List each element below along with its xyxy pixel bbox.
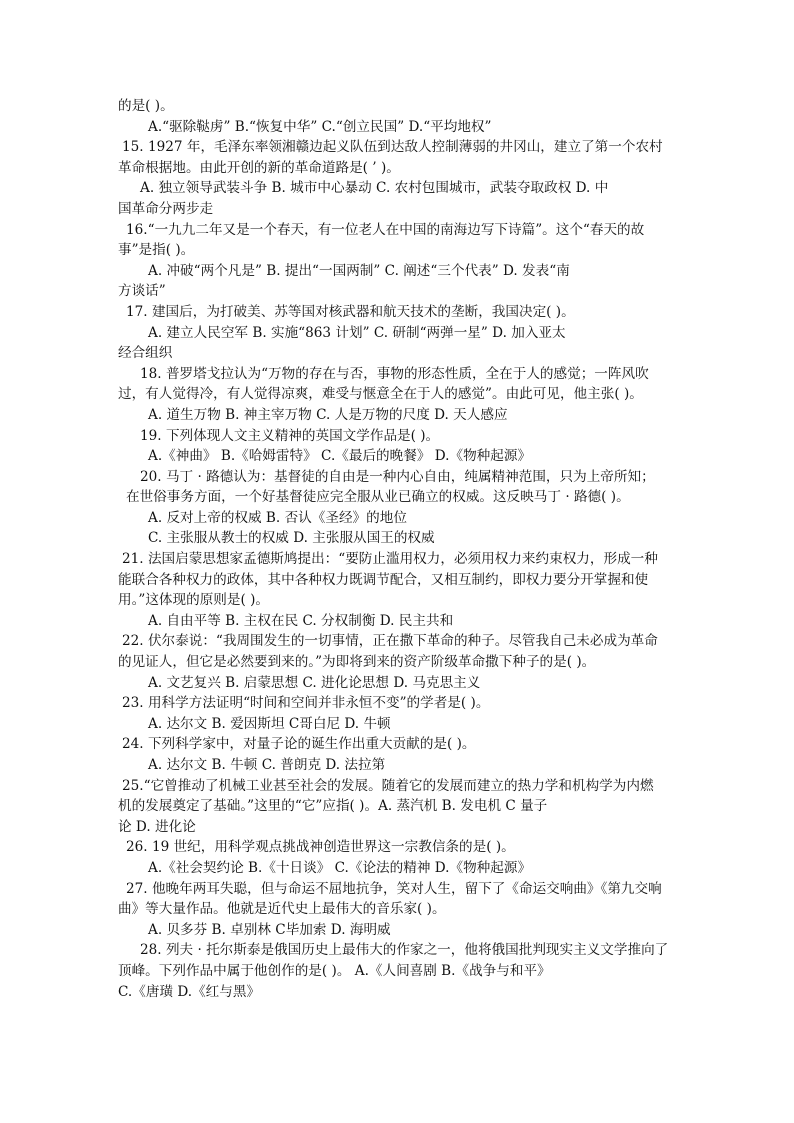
text-line: 机的发展奠定了基础。”这里的“它”应指( )。A. 蒸汽机 B. 发电机 C 量子 xyxy=(118,798,548,815)
text-line: 论 D. 进化论 xyxy=(118,818,196,835)
answer-options: A. 反对上帝的权威 B. 否认《圣经》的地位 xyxy=(148,509,407,526)
answer-options: A. 达尔文 B. 爱因斯坦 C哥白尼 D. 牛顿 xyxy=(148,715,391,732)
text-line: 能联合各种权力的政体，其中各种权力既调节配合，又相互制约，即权力要分开掌握和使 xyxy=(118,571,649,588)
question-26: 26. 19 世纪，用科学观点挑战神创造世界这一宗教信条的是( )。 xyxy=(126,839,515,856)
answer-options: A. 建立人民空军 B. 实施“863 计划” C. 研制“两弹一星” D. 加入亚太 xyxy=(148,324,566,341)
text-line: 的是( )。 xyxy=(118,98,174,114)
question-22: 22. 伏尔泰说：“我周围发生的一切事情，正在撒下革命的种子。尽管我自己未必成为革命 xyxy=(122,633,658,650)
answer-options: A. 贝多芬 B. 卓别林 C毕加索 D. 海明威 xyxy=(148,921,391,938)
answer-options: A.《社会契约论 B.《十日谈》 C.《论法的精神 D.《物种起源》 xyxy=(148,859,532,876)
text-line: 用。”这体现的原则是( )。 xyxy=(118,592,270,609)
text-line: 事”是指( )。 xyxy=(118,242,195,259)
question-18: 18. 普罗塔戈拉认为“万物的存在与否，事物的形态性质，全在于人的感觉；一阵风吹 xyxy=(140,365,649,382)
question-25: 25.“它曾推动了机械工业甚至社会的发展。随着它的发展而建立的热力学和机构学为内燃 xyxy=(122,777,654,794)
text-line: 过，有人觉得冷，有人觉得凉爽，难受与惬意全在于人的感觉”。由此可见，他主张( )。 xyxy=(118,386,643,403)
question-text-block xyxy=(118,96,680,1002)
answer-options: A. 道生万物 B. 神主宰万物 C. 人是万物的尺度 D. 天人感应 xyxy=(148,406,508,423)
question-17: 17. 建国后，为打破美、苏等国对核武器和航天技术的垄断，我国决定( )。 xyxy=(126,303,575,320)
answer-options: A. 达尔文 B. 牛顿 C. 普朗克 D. 法拉第 xyxy=(148,757,386,773)
question-19: 19. 下列体现人文主义精神的英国文学作品是( )。 xyxy=(140,427,440,444)
question-27: 27. 他晚年两耳失聪，但与命运不屈地抗争，笑对人生，留下了《命运交响曲》《第九交响 xyxy=(126,880,662,897)
answer-options: A.“驱除鞑虏” B.“恢复中华” C.“创立民国” D.“平均地权” xyxy=(148,118,492,135)
text-line: 的见证人，但它是必然要到来的。”为即将到来的资产阶级革命撒下种子的是( )。 xyxy=(118,654,596,671)
answer-options: A. 独立领导武装斗争 B. 城市中心暴动 C. 农村包围城市，武装夺取政权 D. 中 xyxy=(140,180,609,197)
text-line: 革命根据地。由此开创的新的革命道路是( ’ )。 xyxy=(118,159,400,176)
answer-options: A. 自由平等 B. 主权在民 C. 分权制衡 D. 民主共和 xyxy=(148,612,454,629)
question-23: 23. 用科学方法证明“时间和空间并非永恒不变”的学者是( )。 xyxy=(122,695,490,712)
text-line: C.《唐璜 D.《红与黑》 xyxy=(118,983,261,1000)
question-20: 20. 马丁 · 路德认为：基督徒的自由是一种内心自由，纯属精神范围，只为上帝所知； xyxy=(140,468,655,485)
text-line: 在世俗事务方面，一个好基督徒应完全服从业已确立的权威。这反映马丁 · 路德( )。 xyxy=(126,489,630,506)
text-line: 经合组织 xyxy=(118,345,173,362)
question-28: 28. 列夫 · 托尔斯泰是俄国历史上最伟大的作家之一，他将俄国批判现实主义文学推向了 xyxy=(140,942,669,959)
question-15: 15. 1927 年，毛泽东率领湘赣边起义队伍到达敌人控制薄弱的井冈山，建立了第一个农村 xyxy=(122,139,663,156)
answer-options: A.《神曲》 B.《哈姆雷特》 C.《最后的晚餐》 D.《物种起源》 xyxy=(148,448,532,465)
answer-options: A. 文艺复兴 B. 启蒙思想 C. 进化论思想 D. 马克思主义 xyxy=(148,674,481,691)
text-line: 国革命分两步走 xyxy=(118,200,214,217)
answer-options: A. 冲破“两个凡是” B. 提出“一国两制” C. 阐述“三个代表” D. 发表“南 xyxy=(148,262,570,279)
question-21: 21. 法国启蒙思想家孟德斯鸠提出：“要防止滥用权力，必须用权力来约束权力，形成一种 xyxy=(122,551,658,568)
text-line: 方谈话” xyxy=(118,283,166,300)
question-24: 24. 下列科学家中，对量子论的诞生作出重大贡献的是( )。 xyxy=(122,736,476,753)
question-16: 16.“一九九二年又是一个春天，有一位老人在中国的南海边写下诗篇”。这个“春天的故 xyxy=(126,221,645,238)
text-line: 顶峰。下列作品中属于他创作的是( )。 A.《人间喜剧 B.《战争与和平》 xyxy=(118,962,551,979)
answer-options: C. 主张服从教士的权威 D. 主张服从国王的权威 xyxy=(148,530,435,547)
text-line: 曲》等大量作品。他就是近代史上最伟大的音乐家( )。 xyxy=(118,901,446,918)
